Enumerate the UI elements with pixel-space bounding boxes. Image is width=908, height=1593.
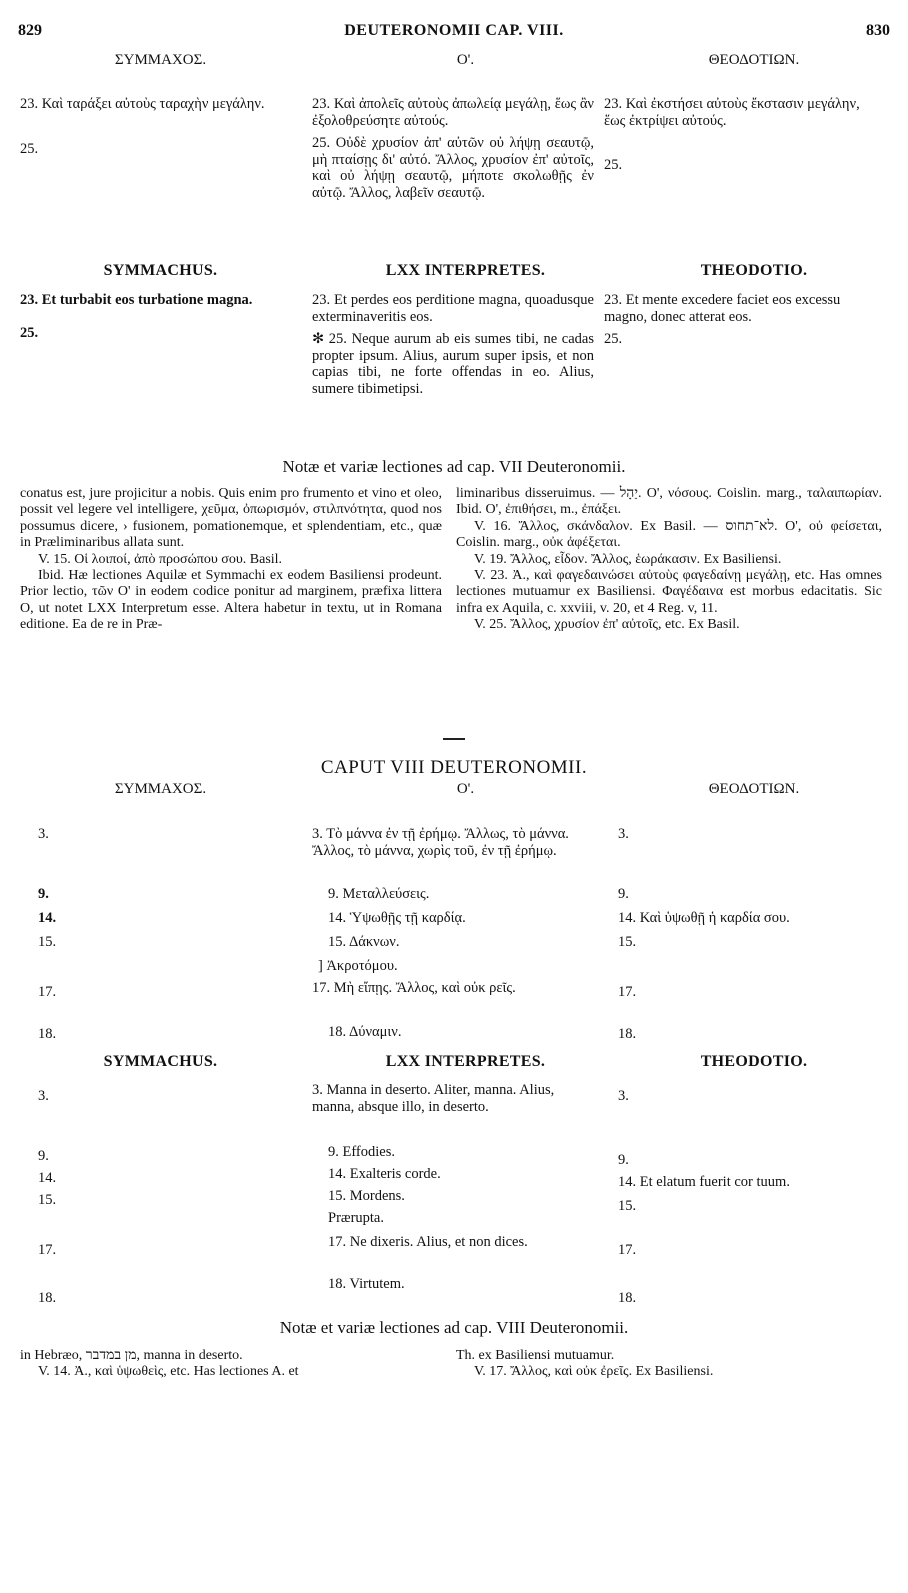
lxx-verse: Prærupta. xyxy=(328,1210,384,1226)
theodotion-latin-column xyxy=(604,292,876,354)
theodotion-verse-number: 3. xyxy=(618,826,629,842)
theodotion-greek-column xyxy=(604,96,876,180)
greek-column-heads-ch8 xyxy=(18,781,890,801)
greek-column-heads xyxy=(18,52,890,72)
note-paragraph: Ibid. Hæ lectiones Aquilæ et Symmachi ex eodem Basiliensi prodeunt. Prior lectio, τῶν Ο' in eodem codice ponitur ad marginem, præfixa littera O, ut notet LXX Interpretum esse. Altera habetur in textu, ut in Romana editione. Ea de re in Præ- xyxy=(20,568,442,633)
lxx-verse: 18. Δύναμιν. xyxy=(328,1024,402,1040)
lxx-verse: 15. Mordens. xyxy=(328,1188,405,1204)
note-paragraph: V. 25. Ἄλλος, χρυσίον ἐπ' αὐτοῖς, etc. Ex Basil. xyxy=(474,617,740,633)
theodotion-verse-number: 17. xyxy=(618,984,637,1000)
verse-text: 23. Καὶ ταράξει αὐτοὺς ταραχὴν μεγάλην. xyxy=(20,96,265,112)
column-head-symmachus-greek: ΣΥΜΜΑΧΟΣ. xyxy=(114,781,207,797)
column-head-symmachus-latin: SYMMACHUS. xyxy=(103,1053,218,1070)
section-divider xyxy=(443,738,465,740)
note-paragraph: V. 19. Ἄλλος, εἶδον. Ἄλλος, ἑωράκασιν. Ex Basiliensi. xyxy=(474,551,782,567)
note-paragraph: V. 23. Ἀ., καὶ φαγεδαινώσει αὐτοὺς φαγεδαίνῃ μεγάλῃ, etc. Has omnes lectiones mutuamur ex Basiliensi. Φαγέδαινα est morbus edacitatis. Sic infra ex Aquila, c. xxviii, v. 20, et 4 Reg. v, 11. xyxy=(456,568,882,616)
notes-left-column xyxy=(20,486,442,634)
column-head-symmachus-greek: ΣΥΜΜΑΧΟΣ. xyxy=(114,52,207,68)
note-paragraph: conatus est, jure projicitur a nobis. Quis enim pro frumento et vino et oleo, possit vel legere vel intelligere, χεῦμα, ὀπωρισμόν, στιλπνότητα, quod nos possumus dicere, › fusionem, pomationemque, et splendentiam, etc., quæ in Præliminaribus allata sunt. xyxy=(20,486,442,551)
verse-text: 25. xyxy=(604,331,623,348)
notes-right-column xyxy=(456,486,882,634)
column-head-theodotion-greek: ΘΕΟΔΟΤΙΩΝ. xyxy=(708,52,800,68)
lxx-verse: 14. Exalteris corde. xyxy=(328,1166,441,1182)
symmachus-verse-number: 18. xyxy=(38,1290,57,1306)
column-head-symmachus-latin: SYMMACHUS. xyxy=(103,262,218,279)
symmachus-greek-column xyxy=(20,96,298,163)
column-head-lxx-greek: Ο'. xyxy=(456,52,475,68)
note-paragraph: Th. ex Basiliensi mutuamur. xyxy=(456,1348,615,1363)
theodotion-verse-number: 9. xyxy=(618,1152,629,1168)
note-paragraph: liminaribus disseruimus. — יַהָל. Ο', νόσους. Coislin. marg., ταλαιπωρίαν. Ibid. Ο', ἐπιθήσει, m., ἐπάξει. xyxy=(456,486,882,518)
chapter-heading: CAPUT VIII DEUTERONOMII. xyxy=(320,757,588,778)
lxx-verse: 3. Τὸ μάννα ἐν τῇ ἐρήμῳ. Ἄλλως, τὸ μάννα. Ἄλλος, τὸ μάννα, χωρὶς τοῦ, ἐν τῇ ἐρήμῳ. xyxy=(312,826,569,859)
notes-title: Notæ et variæ lectiones ad cap. VII Deuteronomii. xyxy=(282,457,626,476)
column-head-theodotion-latin: THEODOTIO. xyxy=(700,262,808,279)
latin-column-heads xyxy=(18,262,890,282)
notes-title: Notæ et variæ lectiones ad cap. VIII Deuteronomii. xyxy=(279,1318,629,1337)
column-head-lxx-latin: LXX INTERPRETES. xyxy=(385,1053,546,1070)
note-paragraph: V. 16. Ἄλλος, σκάνδαλον. Ex Basil. — לא־תחוס. Ο', οὐ φείσεται, Coislin. marg., οὐκ ἀφέξεται. xyxy=(456,518,882,551)
lxx-verse: ] Ἀκροτόμου. xyxy=(318,958,398,974)
running-head xyxy=(18,22,890,44)
symmachus-verse-number: 15. xyxy=(38,934,57,950)
theodotion-verse-number: 17. xyxy=(618,1242,637,1258)
theodotion-verse-number: 18. xyxy=(618,1290,637,1306)
lxx-latin-column xyxy=(312,292,594,404)
verse-text: 23. Et perdes eos perditione magna, quoadusque exterminaveritis eos. xyxy=(312,292,594,325)
symmachus-verse-number: 9. xyxy=(38,1148,49,1164)
note-paragraph: in Hebræo, מן במדבר, manna in deserto. xyxy=(20,1348,243,1363)
lxx-verse: 17. Μὴ εἴπῃς. Ἄλλος, καὶ οὐκ ρεῖς. xyxy=(312,980,516,996)
symmachus-verse-number: 18. xyxy=(38,1026,57,1042)
lxx-verse: 3. Manna in deserto. Aliter, manna. Alius, manna, absque illo, in deserto. xyxy=(312,1082,555,1115)
symmachus-verse-number: 17. xyxy=(38,1242,57,1258)
theodotion-verse-number: 3. xyxy=(618,1088,629,1104)
page-number-right: 830 xyxy=(866,22,890,39)
column-head-lxx-latin: LXX INTERPRETES. xyxy=(385,262,546,279)
lxx-verse: 15. Δάκνων. xyxy=(328,934,400,950)
symmachus-verse-number: 14. xyxy=(38,910,57,926)
theodotion-verse-number: 15. xyxy=(618,1198,637,1214)
note-paragraph: V. 14. Ἀ., καὶ ὑψωθεὶς, etc. Has lectiones A. et xyxy=(38,1364,299,1380)
symmachus-verse-number: 3. xyxy=(38,826,49,842)
notes-right-column xyxy=(456,1348,882,1381)
theodotion-verse-number: 9. xyxy=(618,886,629,902)
notes-left-column xyxy=(20,1348,442,1381)
theodotion-verse: 14. Et elatum fuerit cor tuum. xyxy=(618,1174,790,1190)
verse-text: ✻ 25. Neque aurum ab eis sumes tibi, ne cadas propter ipsum. Alius, aurum super ipsis, et non capias tibi, ne forte offendas in eo. Alius, sumere tibimetipsi. xyxy=(312,331,594,397)
symmachus-latin-column xyxy=(20,292,298,347)
verse-text: 23. Et turbabit eos turbatione magna. xyxy=(20,292,253,308)
symmachus-verse-number: 15. xyxy=(38,1192,57,1208)
symmachus-verse-number: 9. xyxy=(38,886,49,902)
theodotion-verse-number: 18. xyxy=(618,1026,637,1042)
theodotion-verse-number: 15. xyxy=(618,934,637,950)
latin-column-heads-ch8 xyxy=(18,1053,890,1073)
symmachus-verse-number: 17. xyxy=(38,984,57,1000)
column-head-theodotion-greek: ΘΕΟΔΟΤΙΩΝ. xyxy=(708,781,800,797)
symmachus-verse-number: 14. xyxy=(38,1170,57,1186)
lxx-verse: 18. Virtutem. xyxy=(328,1276,405,1292)
column-head-theodotion-latin: THEODOTIO. xyxy=(700,1053,808,1070)
symmachus-verse-number: 3. xyxy=(38,1088,49,1104)
lxx-verse: 14. Ὑψωθῇς τῇ καρδίᾳ. xyxy=(328,910,466,926)
verse-text: 23. Καὶ ἐκστήσει αὐτοὺς ἔκστασιν μεγάλην, ἕως ἐκτρίψει αὐτούς. xyxy=(604,96,860,129)
verse-text: 25. xyxy=(20,140,39,157)
lxx-verse: 9. Μεταλλεύσεις. xyxy=(328,886,430,902)
page-title: DEUTERONOMII CAP. VIII. xyxy=(344,22,564,39)
page-number-left: 829 xyxy=(18,22,42,39)
verse-text: 25. xyxy=(604,157,623,174)
verse-text: 25. Οὐδὲ χρυσίον ἀπ' αὐτῶν οὐ λήψῃ σεαυτῷ, μὴ πταίσῃς δι' αὐτό. Ἄλλος, χρυσίον ἐπ' αὐτοῖς, καὶ οὐ λήψῃ σεαυτῷ, μήποτε σκολωθῇς ἐν αὐτῷ. Ἄλλος, λαβεῖν σεαυτῷ. xyxy=(312,135,594,201)
lxx-greek-column xyxy=(312,96,594,208)
verse-text: 23. Καὶ ἀπολεῖς αὐτοὺς ἀπωλείᾳ μεγάλῃ, ἕως ἂν ἐξολοθρεύσητε αὐτούς. xyxy=(312,96,594,129)
column-head-lxx-greek: Ο'. xyxy=(456,781,475,797)
note-paragraph: V. 15. Οἱ λοιποί, ἀπὸ προσώπου σου. Basil. xyxy=(38,551,283,567)
lxx-verse: 17. Ne dixeris. Alius, et non dices. xyxy=(328,1234,528,1250)
note-paragraph: V. 17. Ἄλλος, καὶ οὐκ ἐρεῖς. Ex Basiliensi. xyxy=(474,1364,714,1380)
verse-text: 23. Et mente excedere faciet eos excessu magno, donec atterat eos. xyxy=(604,292,841,325)
theodotion-verse: 14. Καὶ ὑψωθῇ ἡ καρδία σου. xyxy=(618,910,790,926)
verse-text: 25. xyxy=(20,324,39,341)
lxx-verse: 9. Effodies. xyxy=(328,1144,395,1160)
